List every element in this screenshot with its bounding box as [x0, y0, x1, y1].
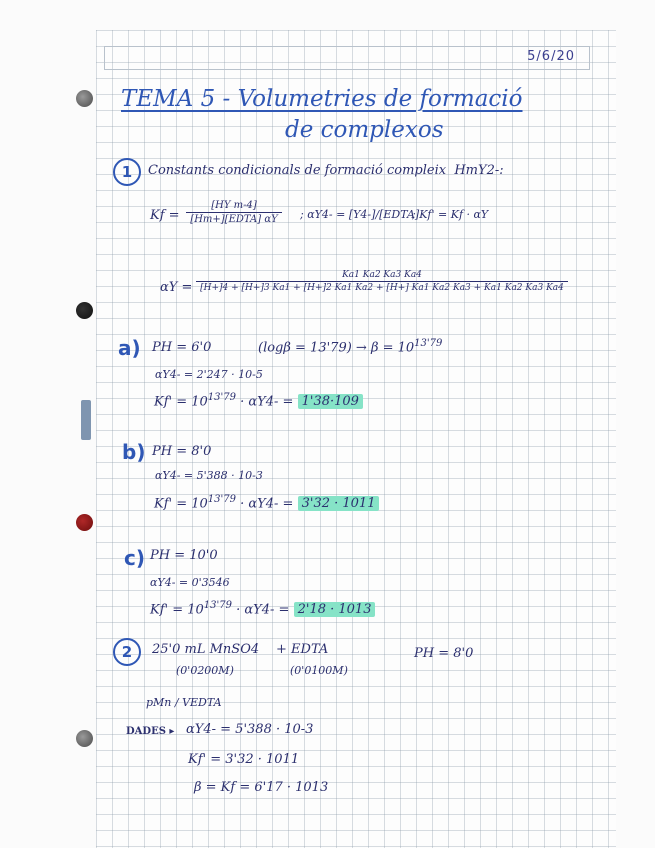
- part-c-kf: $Kf' = 10^{13'79} \cdot \alpha Y4- = 2'18 \cdot 1013$: [150, 600, 375, 617]
- part-b-label: b): [122, 440, 146, 464]
- punch-hole-icon: [76, 302, 93, 319]
- alpha-definition: ; αY4- = [Y4-]/[EDTA]: [300, 208, 420, 221]
- part-a-logbeta: $(\log\beta = 13'79) \to \beta = 10^{13'79}$: [258, 338, 443, 356]
- dades-label: DADES ▸: [126, 726, 175, 737]
- page-title: TEMA 5 - Volumetries de formació: [121, 86, 523, 112]
- date: 5/6/20: [527, 49, 575, 64]
- part-a-alpha: αY4- = 2'247 · 10-5: [155, 368, 263, 381]
- section-number-2: 2: [113, 638, 141, 666]
- side-tab: [81, 400, 91, 440]
- part-a-ph: PH = 6'0: [152, 340, 212, 355]
- kf-denominator: [Hm+][EDTA] αY: [190, 214, 278, 225]
- dades-kf: Kf' = 3'32 · 1011: [188, 752, 300, 767]
- part-c-label: c): [124, 546, 145, 570]
- punch-hole-icon: [76, 514, 93, 531]
- dades-alpha: αY4- = 5'388 · 10-3: [186, 722, 314, 737]
- section2-reagent: 25'0 mL MnSO4: [152, 642, 260, 657]
- date-box: [104, 46, 590, 70]
- section1-heading: Constants condicionals de formació compleix HmY2-:: [148, 163, 504, 178]
- page-subtitle: de complexos: [285, 117, 444, 143]
- alpha-numerator: Ka1 Ka2 Ka3 Ka4: [196, 270, 568, 282]
- alpha-denominator: [H+]4 + [H+]3 Ka1 + [H+]2 Ka1 Ka2 + [H+] Ka1 Ka2 Ka3 + Ka1 Ka2 Ka3 Ka4: [200, 283, 564, 293]
- part-c-ph: PH = 10'0: [150, 548, 218, 563]
- punch-hole-icon: [76, 730, 93, 747]
- part-a-label: a): [118, 336, 141, 360]
- part-b-alpha: αY4- = 5'388 · 10-3: [155, 469, 263, 482]
- dades-beta: β = Kf = 6'17 · 1013: [194, 780, 329, 795]
- part-b-kf: $Kf' = 10^{13'79} \cdot \alpha Y4- = 3'32 \cdot 1011$: [154, 494, 379, 511]
- section2-plot: pMn / VEDTA: [146, 696, 222, 709]
- part-a-result: 1'38·109: [298, 394, 363, 409]
- kf-prime-definition: ; Kf' = Kf · αY: [412, 208, 489, 221]
- punch-hole-icon: [76, 90, 93, 107]
- kf-lhs: Kf =: [150, 208, 180, 223]
- section2-edta: + EDTA: [276, 642, 329, 657]
- alpha-fraction: [196, 270, 568, 293]
- part-c-alpha: αY4- = 0'3546: [150, 576, 230, 589]
- part-a-kf: $Kf' = 10^{13'79} \cdot \alpha Y4- = 1'38\cdot 109$: [154, 392, 363, 409]
- part-c-result: 2'18 · 1013: [294, 602, 376, 617]
- part-b-ph: PH = 8'0: [152, 444, 212, 459]
- section2-conc-edta: (0'0100M): [290, 664, 348, 677]
- section-number-1: 1: [113, 158, 141, 186]
- section2-ph: PH = 8'0: [414, 646, 474, 661]
- kf-fraction: [186, 200, 282, 225]
- part-b-result: 3'32 · 1011: [298, 496, 380, 511]
- kf-numerator: [HY m-4]: [186, 200, 282, 213]
- alpha-lhs: αY =: [160, 280, 193, 295]
- section2-conc-mn: (0'0200M): [176, 664, 234, 677]
